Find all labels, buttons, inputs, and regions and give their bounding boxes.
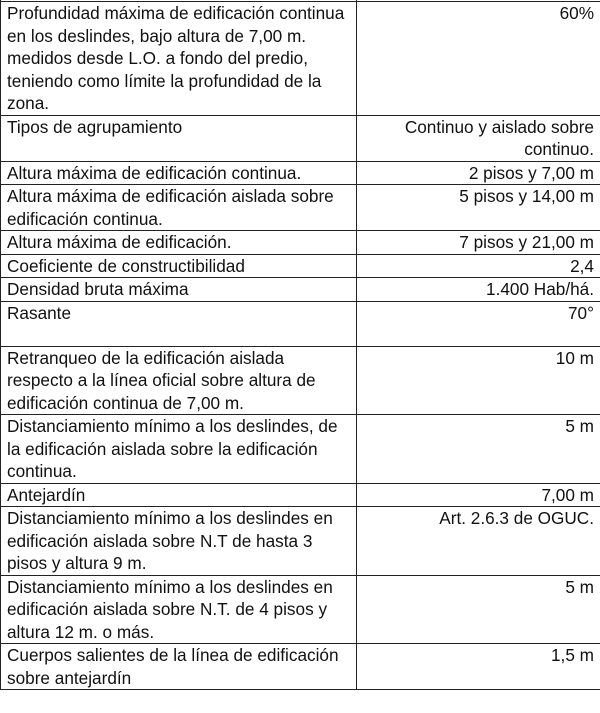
- row-value: 7 pisos y 21,00 m: [357, 231, 600, 255]
- table-row: [1, 644, 600, 690]
- row-value: 2,4: [357, 254, 600, 278]
- table-row: [1, 161, 600, 185]
- row-value: 2 pisos y 7,00 m: [357, 161, 600, 185]
- table-row: [1, 2, 600, 116]
- row-label: Tipos de agrupamiento: [1, 115, 357, 161]
- table-row: [1, 483, 600, 507]
- row-value: 5 m: [357, 415, 600, 484]
- row-label: Coeficiente de constructibilidad: [1, 254, 357, 278]
- table-row: [1, 115, 600, 161]
- row-label: Profundidad máxima de edificación continua en los deslindes, bajo altura de 7,00 m. medidos desde L.O. a fondo del predio, teniendo como límite la profundidad de la zona.: [1, 2, 357, 116]
- row-label: Rasante: [1, 301, 357, 346]
- row-label: Distanciamiento mínimo a los deslindes en edificación aislada sobre N.T de hasta 3 pisos y altura 9 m.: [1, 507, 357, 576]
- table-row: [1, 185, 600, 231]
- table-row: [1, 575, 600, 644]
- row-label: Distanciamiento mínimo a los deslindes en edificación aislada sobre N.T. de 4 pisos y altura 12 m. o más.: [1, 575, 357, 644]
- table-row: [1, 278, 600, 302]
- row-value: 60%: [357, 2, 600, 116]
- row-value: 5 pisos y 14,00 m: [357, 185, 600, 231]
- row-label: Altura máxima de edificación.: [1, 231, 357, 255]
- row-value: 5 m: [357, 575, 600, 644]
- row-value: 70°: [357, 301, 600, 346]
- table-row: [1, 346, 600, 415]
- table-row: [1, 231, 600, 255]
- table-row: [1, 415, 600, 484]
- row-label: Antejardín: [1, 483, 357, 507]
- table-row: [1, 507, 600, 576]
- row-label: Retranqueo de la edificación aislada respecto a la línea oficial sobre altura de edificación continua de 7,00 m.: [1, 346, 357, 415]
- row-value: 7,00 m: [357, 483, 600, 507]
- row-value: 1.400 Hab/há.: [357, 278, 600, 302]
- table-row: [1, 301, 600, 346]
- row-label: Altura máxima de edificación aislada sobre edificación continua.: [1, 185, 357, 231]
- row-label: Altura máxima de edificación continua.: [1, 161, 357, 185]
- table-row: [1, 254, 600, 278]
- row-value: Art. 2.6.3 de OGUC.: [357, 507, 600, 576]
- row-value: Continuo y aislado sobre continuo.: [357, 115, 600, 161]
- row-label: Densidad bruta máxima: [1, 278, 357, 302]
- row-value: 1,5 m: [357, 644, 600, 690]
- row-label: Cuerpos salientes de la línea de edificación sobre antejardín: [1, 644, 357, 690]
- row-value: 10 m: [357, 346, 600, 415]
- row-label: Distanciamiento mínimo a los deslindes, de la edificación aislada sobre la edificación continua.: [1, 415, 357, 484]
